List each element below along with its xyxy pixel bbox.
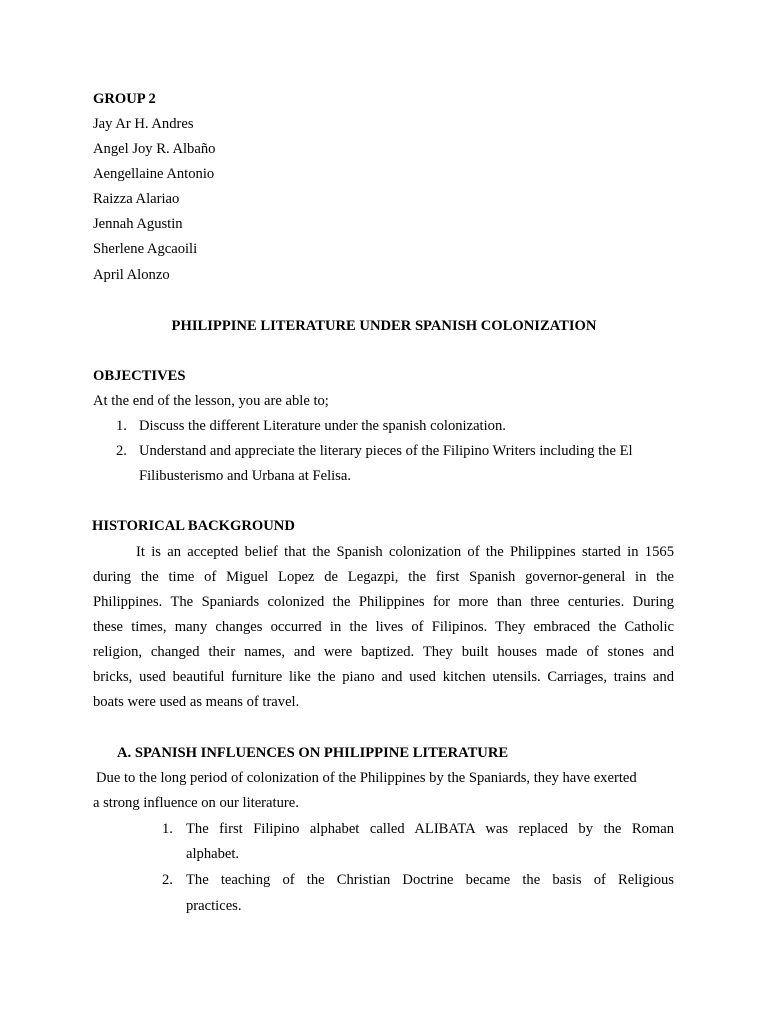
objective-number: 2. <box>116 443 127 459</box>
group-heading: GROUP 2 <box>93 91 156 107</box>
objective-text: Filibusterismo and Urbana at Felisa. <box>139 468 351 484</box>
influence-text: The first Filipino alphabet called ALIBATA was replaced by the Roman <box>186 821 674 837</box>
historical-line: It is an accepted belief that the Spanish colonization of the Philippines started in 1565 <box>136 544 674 560</box>
influence-text: practices. <box>186 898 242 914</box>
influence-number: 1. <box>162 821 173 837</box>
historical-line: Philippines. The Spaniards colonized the Philippines for more than three centuries. During <box>93 594 674 610</box>
group-member: Jay Ar H. Andres <box>93 116 194 132</box>
group-member: Sherlene Agcaoili <box>93 241 198 257</box>
historical-line: during the time of Miguel Lopez de Legazpi, the first Spanish governor-general in the <box>93 569 674 585</box>
objective-text: Understand and appreciate the literary pieces of the Filipino Writers including the El <box>139 443 633 459</box>
influence-number: 2. <box>162 872 173 888</box>
historical-line: these times, many changes occurred in the lives of Filipinos. They embraced the Catholic <box>93 619 674 635</box>
historical-heading: HISTORICAL BACKGROUND <box>92 518 295 534</box>
group-member: Aengellaine Antonio <box>93 166 215 182</box>
influence-text: alphabet. <box>186 846 240 862</box>
historical-line: religion, changed their names, and were baptized. They built houses made of stones and <box>93 644 674 660</box>
objectives-heading: OBJECTIVES <box>93 368 186 384</box>
historical-line: bricks, used beautiful furniture like the piano and used kitchen utensils. Carriages, trains and <box>93 669 674 685</box>
influences-intro: a strong influence on our literature. <box>93 795 299 811</box>
historical-line: boats were used as means of travel. <box>93 694 300 710</box>
group-member: Jennah Agustin <box>93 216 183 232</box>
objective-text: Discuss the different Literature under the spanish colonization. <box>139 418 506 434</box>
objective-number: 1. <box>116 418 127 434</box>
influences-intro: Due to the long period of colonization of the Philippines by the Spaniards, they have exerted <box>96 770 637 786</box>
influences-heading: A. SPANISH INFLUENCES ON PHILIPPINE LITERATURE <box>117 745 509 761</box>
group-member: April Alonzo <box>93 267 170 283</box>
document-title: PHILIPPINE LITERATURE UNDER SPANISH COLONIZATION <box>171 318 597 334</box>
group-member: Raizza Alariao <box>93 191 180 207</box>
group-member: Angel Joy R. Albaño <box>93 141 216 157</box>
objectives-intro: At the end of the lesson, you are able to; <box>93 393 329 409</box>
influence-text: The teaching of the Christian Doctrine became the basis of Religious <box>186 872 674 888</box>
